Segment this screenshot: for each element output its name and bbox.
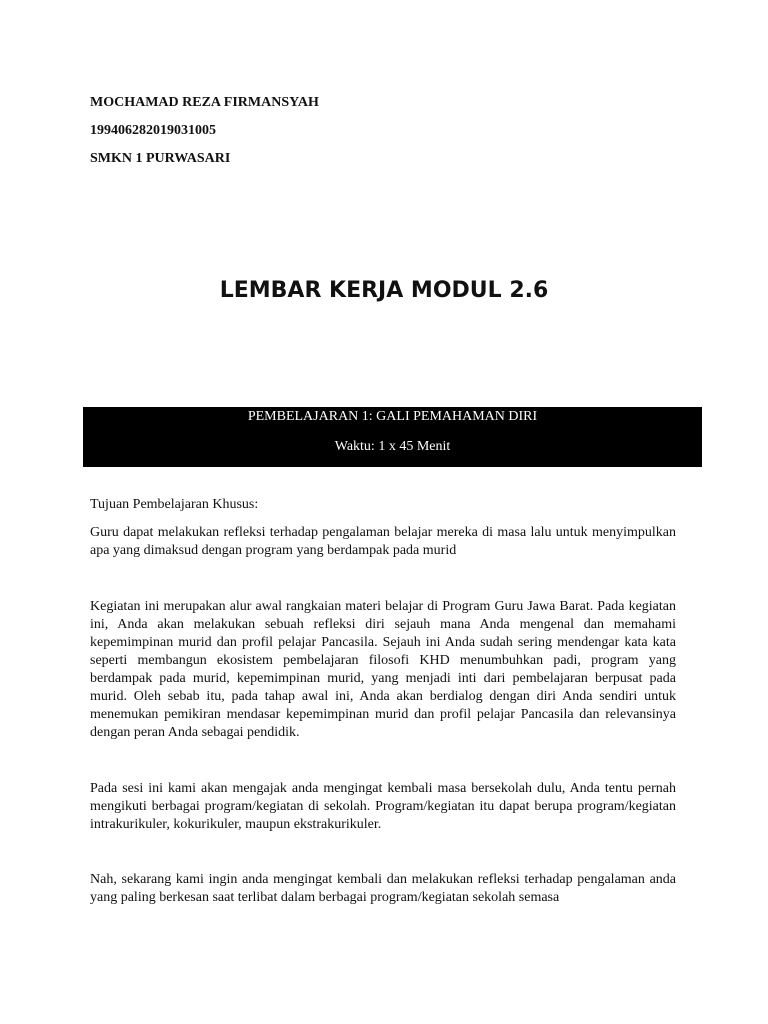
author-school: SMKN 1 PURWASARI: [90, 151, 231, 166]
section-time: Waktu: 1 x 45 Menit: [334, 439, 451, 454]
author-name: MOCHAMAD REZA FIRMANSYAH: [90, 95, 319, 110]
document-title: LEMBAR KERJA MODUL 2.6: [219, 278, 549, 303]
author-id-number: 199406282019031005: [90, 123, 216, 138]
objective-text: Guru dapat melakukan refleksi terhadap pengalaman belajar mereka di masa lalu untuk menyimpulkan apa yang dimaksud dengan program yang berdampak pada murid: [90, 525, 676, 558]
body-paragraph: Nah, sekarang kami ingin anda mengingat kembali dan melakukan refleksi terhadap pengalaman anda yang paling berkesan saat terlibat dalam berbagai program/kegiatan sekolah semasa: [90, 872, 676, 905]
objective-heading: Tujuan Pembelajaran Khusus:: [90, 497, 259, 512]
body-paragraph: Pada sesi ini kami akan mengajak anda mengingat kembali masa bersekolah dulu, Anda tentu pernah mengikuti berbagai program/kegiatan di sekolah. Program/kegiatan itu dapat berupa program/kegiatan intrakurikuler, kokurikuler, maupun ekstrakurikuler.: [90, 781, 676, 832]
body-paragraph: Kegiatan ini merupakan alur awal rangkaian materi belajar di Program Guru Jawa Barat. Pada kegiatan ini, Anda akan melakukan sebuah refleksi diri sejauh mana Anda mengenal dan memahami kepemimpinan murid dan profil pelajar Pancasila. Sejauh ini Anda sudah sering mendengar kata kata seperti membangun ekosistem pembelajaran filosofi KHD menumbuhkan padi, program yang berdampak pada murid, kepemimpinan murid, yang menjadi inti dari pembelajaran berpusat pada murid. Oleh sebab itu, pada tahap awal ini, Anda akan berdialog dengan diri Anda sendiri untuk menemukan pemikiran mendasar kepemimpinan murid dan profil pelajar Pancasila dan relevansinya dengan peran Anda sebagai pendidik.: [90, 599, 676, 740]
section-title: PEMBELAJARAN 1: GALI PEMAHAMAN DIRI: [247, 409, 538, 424]
section-banner: [83, 407, 702, 467]
